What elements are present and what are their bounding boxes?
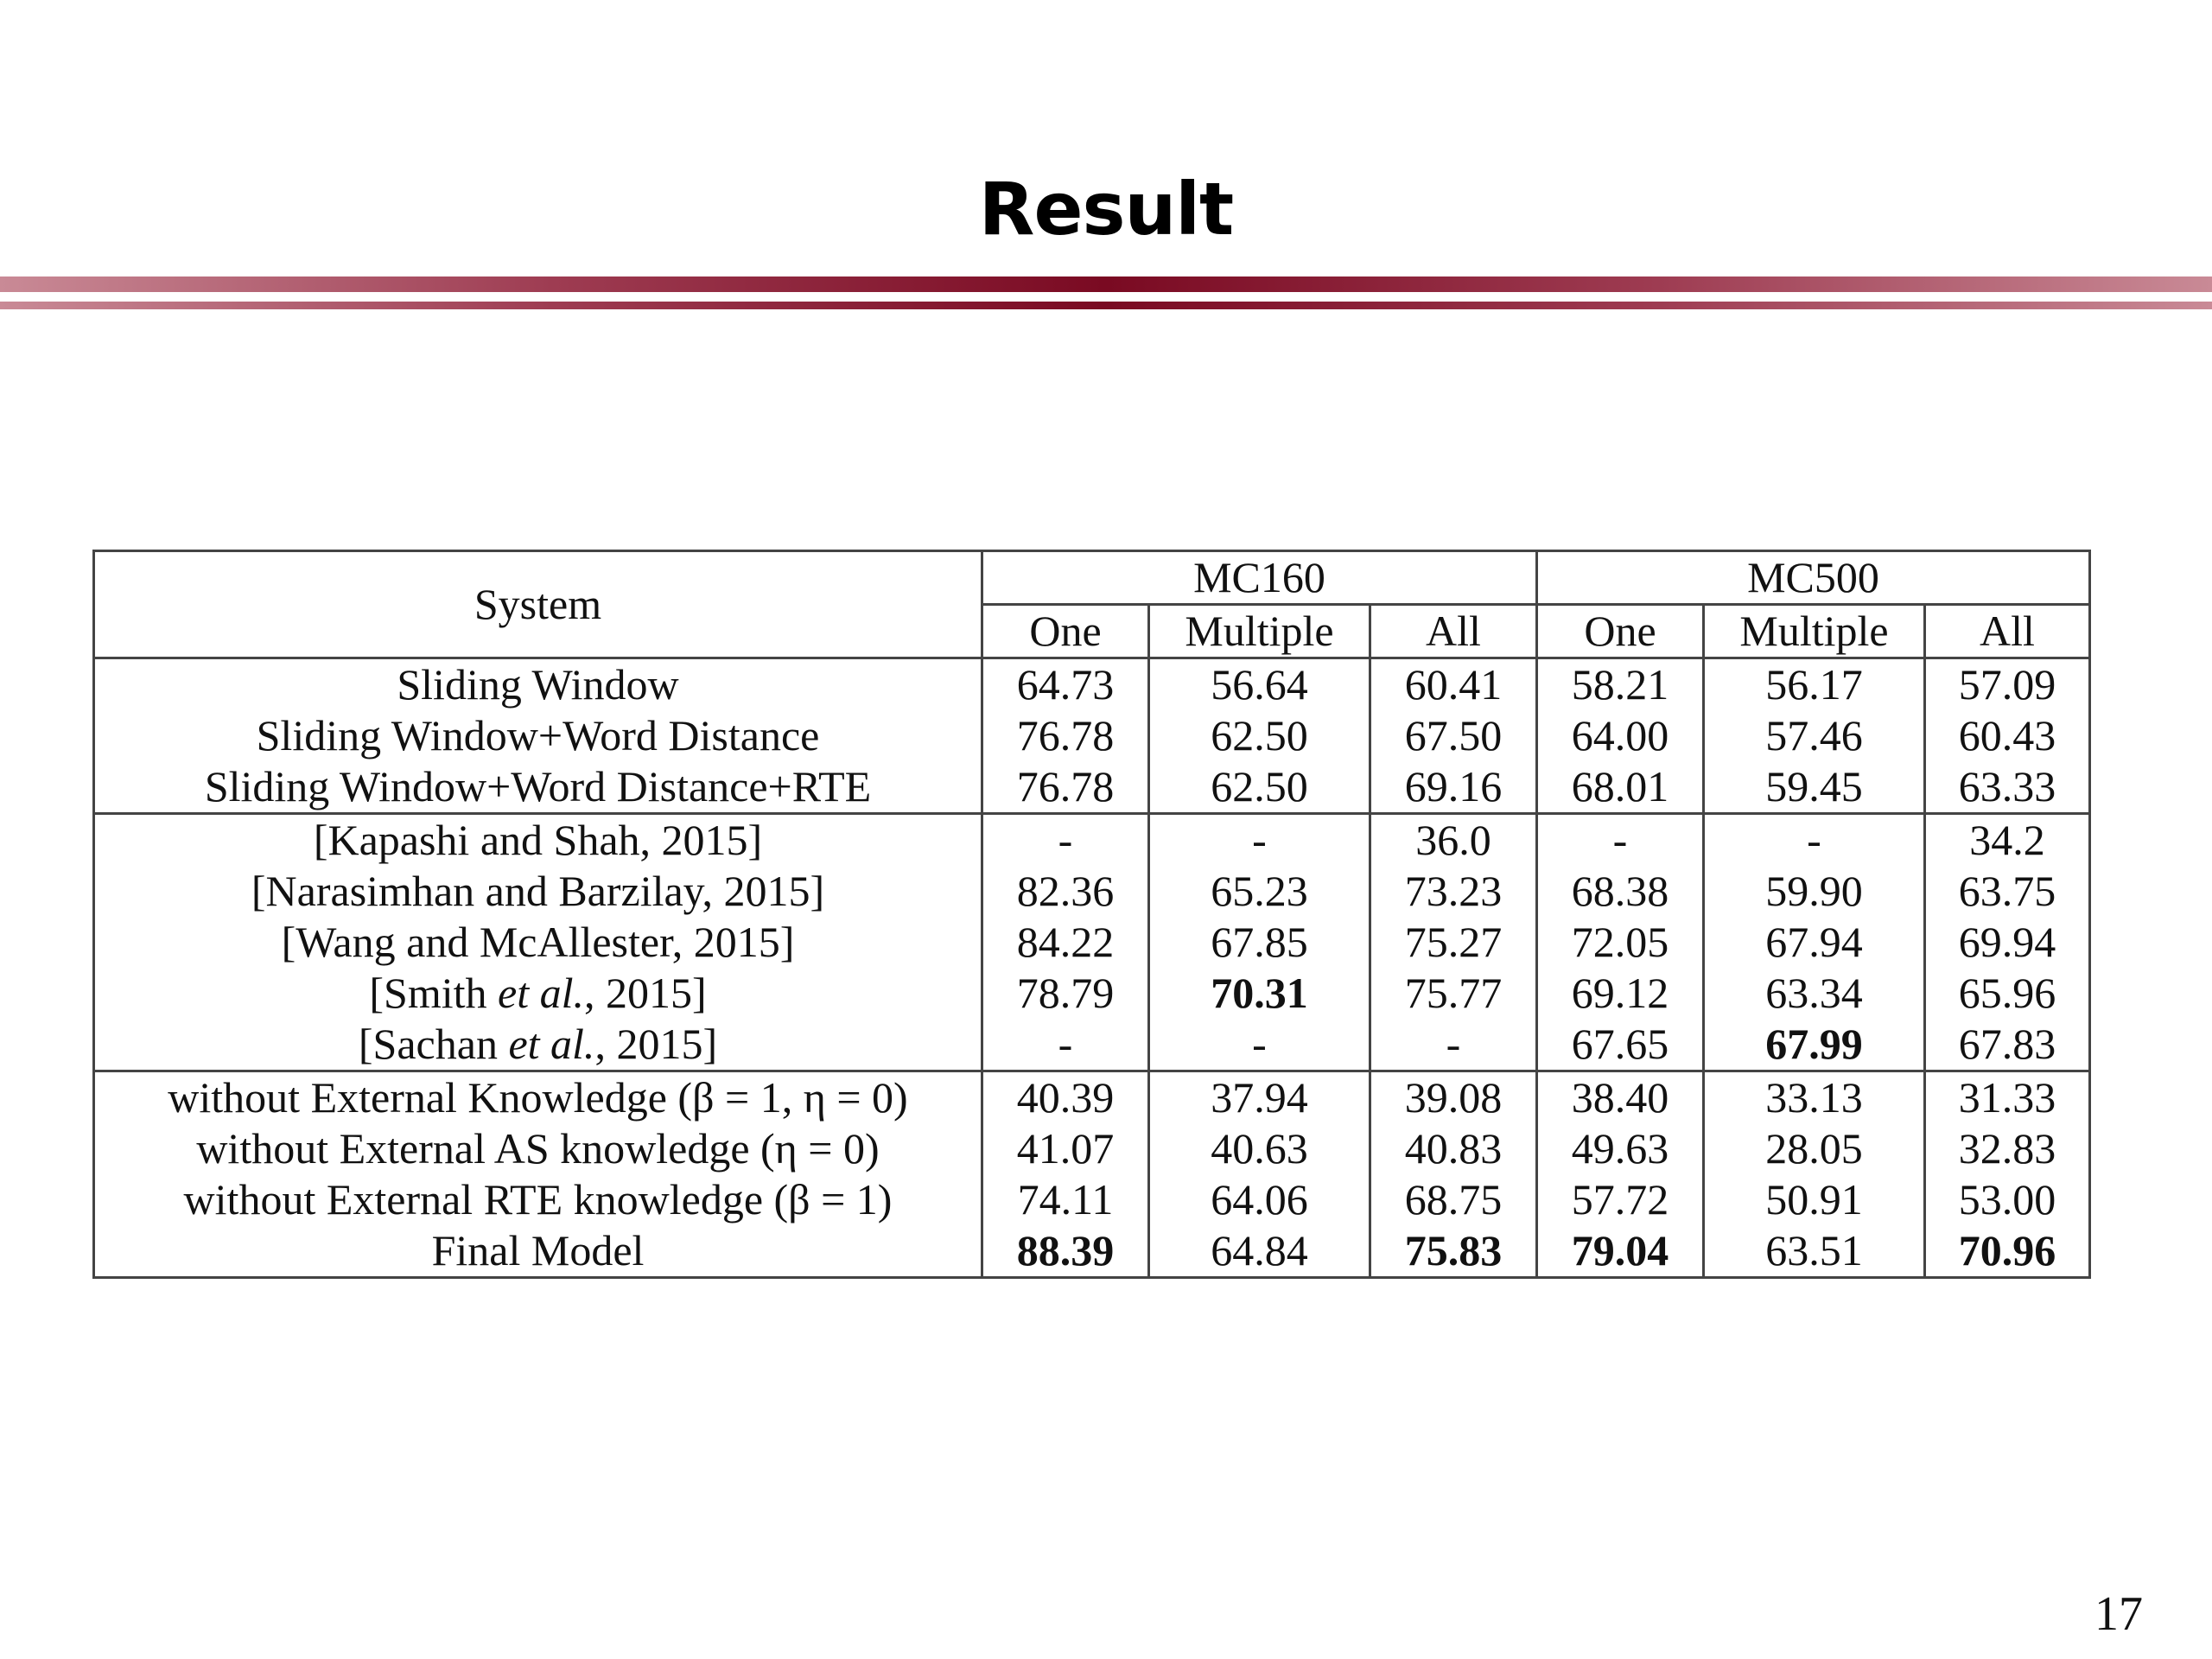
value-cell: 75.27 [1370,917,1537,968]
value-cell: 76.78 [982,710,1149,761]
value-cell: 33.13 [1704,1071,1925,1124]
subheader-mc160-all: All [1370,605,1537,658]
table-row [94,968,2090,1019]
value-cell: 78.79 [982,968,1149,1019]
slide-title: Result [978,167,1234,251]
value-cell: 34.2 [1925,814,2090,867]
group-header-mc160: MC160 [982,551,1537,605]
value-cell: 84.22 [982,917,1149,968]
value-cell: 56.64 [1149,658,1370,711]
system-name-cell: Sliding Window [94,658,982,711]
subheader-mc500-one: One [1537,605,1704,658]
value-cell: 69.12 [1537,968,1704,1019]
system-name-cell: without External RTE knowledge (β = 1) [183,1175,893,1224]
system-name-cell [94,1019,982,1071]
title-divider-thick [0,276,2212,292]
value-cell: 57.09 [1925,658,2090,711]
value-cell: 68.75 [1370,1174,1537,1225]
value-cell: 67.99 [1704,1019,1925,1071]
value-cell: 73.23 [1370,866,1537,917]
system-name-cell: Final Model [431,1226,645,1274]
value-cell: 70.31 [1149,968,1370,1019]
value-cell: 67.83 [1925,1019,2090,1071]
value-cell: 68.38 [1537,866,1704,917]
table-row [94,1071,2090,1124]
value-cell: 64.06 [1149,1174,1370,1225]
value-cell: - [1537,814,1704,867]
value-cell: 37.94 [1149,1071,1370,1124]
system-header: System [474,580,602,628]
value-cell: 70.96 [1925,1225,2090,1278]
value-cell: 67.85 [1149,917,1370,968]
value-cell: - [1149,1019,1370,1071]
system-name-cell: [Narasimhan and Barzilay, 2015] [251,867,825,915]
value-cell: 63.33 [1925,761,2090,814]
value-cell: - [1149,814,1370,867]
system-name-cell: [Kapashi and Shah, 2015] [94,814,982,867]
value-cell: 88.39 [982,1225,1149,1278]
value-cell: 79.04 [1537,1225,1704,1278]
system-name-italic: et al. [498,969,584,1017]
table-row [94,658,2090,711]
value-cell: - [982,814,1149,867]
table-row [94,866,2090,917]
value-cell: 65.23 [1149,866,1370,917]
value-cell: 64.00 [1537,710,1704,761]
value-cell: 57.46 [1704,710,1925,761]
value-cell: 68.01 [1537,761,1704,814]
value-cell: 39.08 [1370,1071,1537,1124]
value-cell: 60.41 [1370,658,1537,711]
value-cell: 74.11 [982,1174,1149,1225]
subheader-mc160-one: One [982,605,1149,658]
system-name-cell: Sliding Window+Word Distance [256,711,820,760]
value-cell: 50.91 [1704,1174,1925,1225]
value-cell: 67.65 [1537,1019,1704,1071]
system-name-cell [94,968,982,1019]
value-cell: 53.00 [1925,1174,2090,1225]
table-row [94,814,2090,867]
value-cell: 59.90 [1704,866,1925,917]
value-cell: 69.94 [1925,917,2090,968]
value-cell: 58.21 [1537,658,1704,711]
system-name-cell: [Wang and McAllester, 2015] [281,918,795,966]
group-header-mc500: MC500 [1537,551,2090,605]
value-cell: 60.43 [1925,710,2090,761]
value-cell: 67.50 [1370,710,1537,761]
value-cell: 56.17 [1704,658,1925,711]
page-number: 17 [2094,1587,2143,1641]
value-cell: 82.36 [982,866,1149,917]
system-name-text: , 2015] [583,969,707,1017]
value-cell: 59.45 [1704,761,1925,814]
value-cell: 75.83 [1370,1225,1537,1278]
value-cell: 31.33 [1925,1071,2090,1124]
table-row [94,1174,2090,1225]
system-name-cell: without External Knowledge (β = 1, η = 0) [94,1071,982,1124]
table-row [94,710,2090,761]
value-cell: 49.63 [1537,1123,1704,1174]
value-cell: - [1704,814,1925,867]
value-cell: 32.83 [1925,1123,2090,1174]
value-cell: 64.73 [982,658,1149,711]
value-cell: 57.72 [1537,1174,1704,1225]
system-name-text: , 2015] [594,1020,718,1068]
table-row [94,1225,2090,1278]
table-row [94,1123,2090,1174]
value-cell: 67.94 [1704,917,1925,968]
value-cell: 69.16 [1370,761,1537,814]
value-cell: 63.75 [1925,866,2090,917]
table-header [94,551,2090,658]
value-cell: 41.07 [982,1123,1149,1174]
system-name-text: [Smith [369,969,498,1017]
system-name-cell: Sliding Window+Word Distance+RTE [204,762,872,810]
table-row [94,1019,2090,1071]
value-cell: 63.51 [1704,1225,1925,1278]
value-cell: 28.05 [1704,1123,1925,1174]
value-cell: 40.83 [1370,1123,1537,1174]
system-name-cell: without External AS knowledge (η = 0) [196,1124,880,1173]
value-cell: 40.39 [982,1071,1149,1124]
value-cell: 62.50 [1149,761,1370,814]
system-name-italic: et al. [508,1020,595,1068]
subheader-mc500-multiple: Multiple [1704,605,1925,658]
value-cell: 64.84 [1149,1225,1370,1278]
table-row [94,917,2090,968]
title-divider-thin [0,302,2212,309]
value-cell: 65.96 [1925,968,2090,1019]
value-cell: 38.40 [1537,1071,1704,1124]
value-cell: 36.0 [1370,814,1537,867]
table-row [94,761,2090,814]
subheader-mc160-multiple: Multiple [1149,605,1370,658]
value-cell: 63.34 [1704,968,1925,1019]
subheader-mc500-all: All [1925,605,2090,658]
value-cell: 76.78 [982,761,1149,814]
value-cell: 40.63 [1149,1123,1370,1174]
header-row-groups [94,551,2090,605]
value-cell: 75.77 [1370,968,1537,1019]
table-body [94,658,2090,1278]
system-name-text: [Sachan [358,1020,509,1068]
value-cell: 72.05 [1537,917,1704,968]
value-cell: - [982,1019,1149,1071]
value-cell: - [1370,1019,1537,1071]
value-cell: 62.50 [1149,710,1370,761]
results-table-container [92,550,2088,1279]
results-table [92,550,2091,1279]
